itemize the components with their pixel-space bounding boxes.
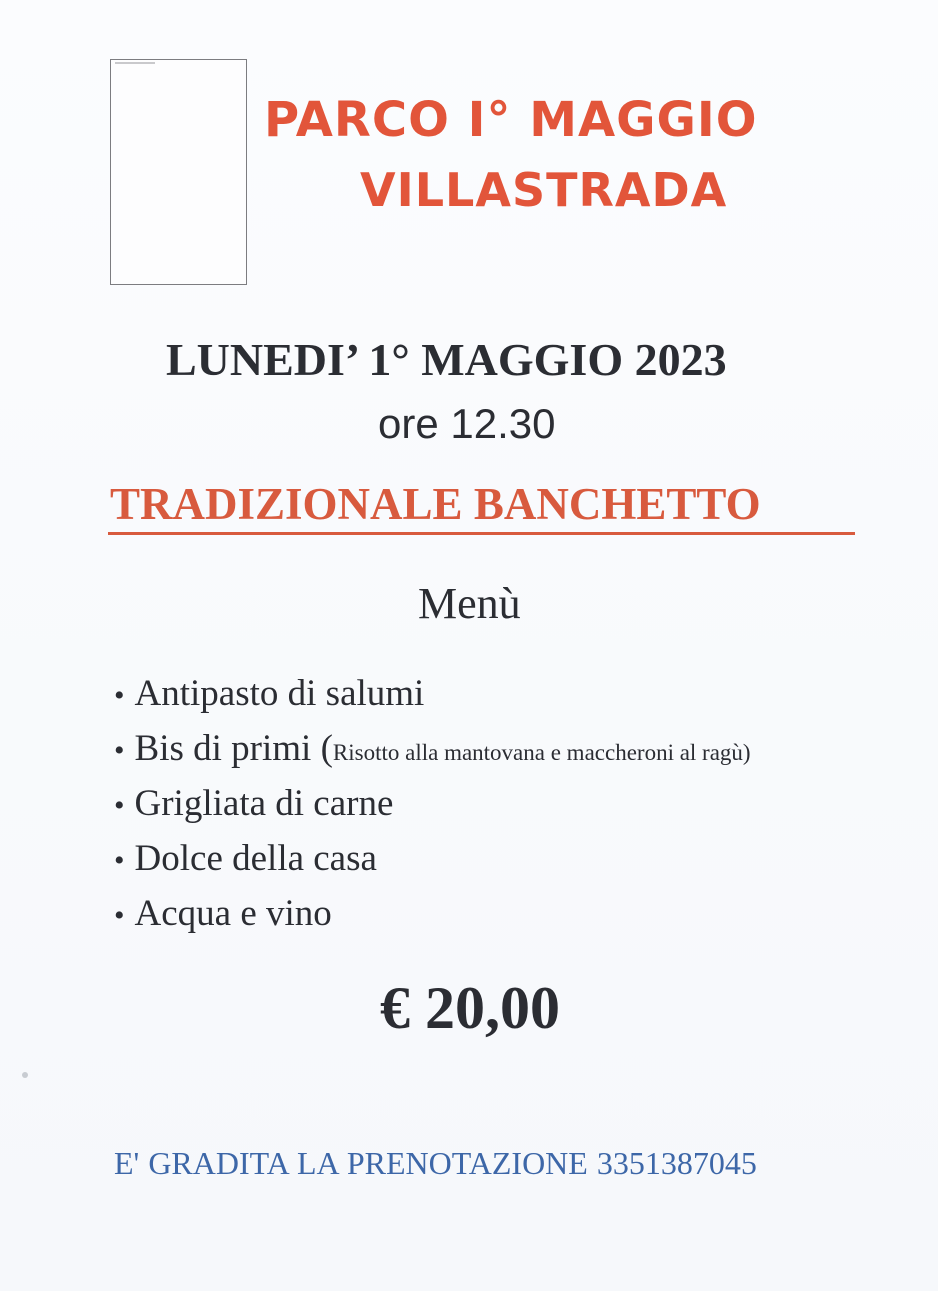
- menu-item-grigliata: [114, 782, 751, 837]
- event-time: ore 12.30: [378, 400, 556, 447]
- menu-item-label: Acqua e vino: [134, 893, 332, 934]
- banner-underline: [108, 532, 855, 535]
- event-date: LUNEDI’ 1° MAGGIO 2023: [166, 334, 727, 385]
- booking-note: E' GRADITA LA PRENOTAZIONE 3351387045: [114, 1145, 757, 1181]
- menu-item-label: Grigliata di carne: [134, 783, 394, 824]
- menu-item-paren: (: [320, 728, 333, 769]
- menu-list: [114, 672, 751, 947]
- scan-speck: [22, 1072, 28, 1078]
- menu-item-label: Bis di primi: [134, 728, 312, 769]
- menu-item-antipasto: [114, 672, 751, 727]
- bullet-icon: •: [114, 679, 125, 712]
- bullet-icon: •: [114, 844, 125, 877]
- menu-heading: Menù: [418, 579, 521, 628]
- menu-item-bevande: [114, 892, 751, 947]
- menu-item-note: Risotto alla mantovana e maccheroni al ragù): [332, 740, 751, 765]
- bullet-icon: •: [114, 789, 125, 822]
- menu-item-dolce: [114, 837, 751, 892]
- venue-title: PARCO I° MAGGIO: [264, 92, 758, 148]
- bullet-icon: •: [114, 734, 125, 767]
- bullet-icon: •: [114, 899, 125, 932]
- venue-location: VILLASTRADA: [360, 163, 728, 217]
- menu-item-label: Dolce della casa: [134, 838, 377, 879]
- menu-item-primi: [114, 727, 751, 782]
- price: € 20,00: [380, 975, 560, 1041]
- menu-item-label: Antipasto di salumi: [134, 673, 425, 714]
- photo-caption-mark: [115, 62, 155, 64]
- photo-placeholder: [110, 59, 247, 285]
- event-banner: TRADIZIONALE BANCHETTO: [110, 479, 761, 529]
